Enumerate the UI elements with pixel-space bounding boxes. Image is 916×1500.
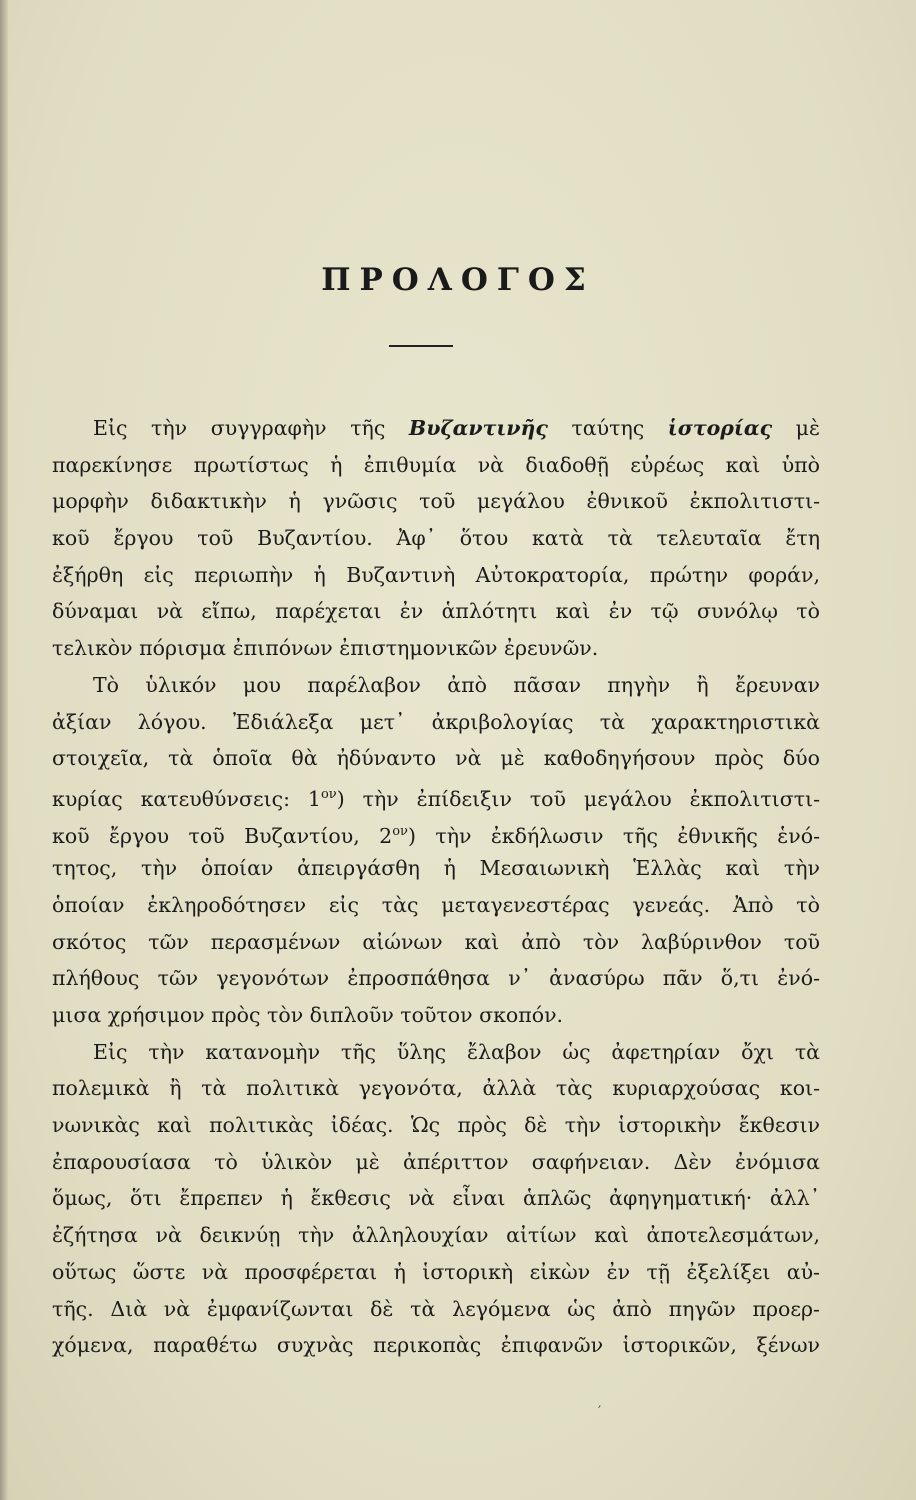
text-line: ὁποίαν ἐκληροδότησεν εἰς τὰς μεταγενεστέρας γενεάς. Ἀπὸ τὸ bbox=[52, 892, 820, 917]
title-divider bbox=[389, 345, 453, 347]
ordinal-superscript: ον bbox=[392, 823, 408, 839]
emphasis-history: ἱστορίας bbox=[667, 416, 773, 440]
text-line: πλήθους τῶν γεγονότων ἐπροσπάθησα ν᾿ ἀνασύρω πᾶν ὅ,τι ἐνό- bbox=[52, 966, 820, 991]
text-line: δύναμαι νὰ εἴπω, παρέχεται ἐν ἁπλότητι καὶ ἐν τῷ συνόλῳ τὸ bbox=[52, 599, 820, 624]
text-line: τελικὸν πόρισμα ἐπιπόνων ἐπιστημονικῶν ἐρευνῶν. bbox=[52, 636, 599, 661]
text-segment: ) τὴν ἐπίδειξιν τοῦ μεγάλου ἐκπολιτιστι- bbox=[336, 786, 820, 811]
text-line: ἐπαρουσίασα τὸ ὑλικὸν μὲ ἀπέριττον σαφήνειαν. Δὲν ἐνόμισα bbox=[52, 1149, 820, 1174]
text-line: μορφὴν διδακτικὴν ἡ γνῶσις τοῦ μεγάλου ἐθνικοῦ ἐκπολιτιστι- bbox=[52, 489, 820, 514]
text-line: ὅμως, ὅτι ἔπρεπεν ἡ ἔκθεσις νὰ εἶναι ἁπλῶς ἀφηγηματική· ἀλλ᾿ bbox=[52, 1186, 820, 1211]
text-segment: ) τὴν ἐκδήλωσιν τῆς ἐθνικῆς ἑνό- bbox=[407, 823, 821, 848]
text-line bbox=[52, 777, 820, 814]
page-title: ΠΡΟΛΟΓΟΣ bbox=[321, 262, 595, 298]
text-line: κοῦ ἔργου τοῦ Βυζαντίου. Ἀφ᾿ ὅτου κατὰ τὰ τελευταῖα ἔτη bbox=[52, 526, 820, 551]
emphasis-byzantine: Βυζαντινῆς bbox=[408, 416, 548, 440]
text-segment: ταύτης bbox=[547, 416, 668, 440]
text-line bbox=[52, 410, 820, 447]
text-line: νωνικὰς καὶ πολιτικὰς ἰδέας. Ὡς πρὸς δὲ τὴν ἱστορικὴν ἔκθεσιν bbox=[52, 1113, 820, 1138]
text-line: πολεμικὰ ἢ τὰ πολιτικὰ γεγονότα, ἀλλὰ τὰς κυριαρχούσας κοι- bbox=[52, 1076, 820, 1101]
text-line: ἐξήρθη εἰς περιωπὴν ἡ Βυζαντινὴ Αὐτοκρατορία, πρώτην φοράν, bbox=[52, 562, 820, 587]
text-line: παρεκίνησε πρωτίστως ἡ ἐπιθυμία νὰ διαδοθῇ εὐρέως καὶ ὑπὸ bbox=[52, 452, 820, 477]
text-line: τῆς. Διὰ νὰ ἐμφανίζωνται δὲ τὰ λεγόμενα ὡς ἀπὸ πηγῶν προερ- bbox=[52, 1296, 820, 1321]
text-line: ἀξίαν λόγου. Ἐδιάλεξα μετ᾿ ἀκριβολογίας τὰ χαρακτηριστικὰ bbox=[52, 709, 820, 734]
text-line: Τὸ ὑλικόν μου παρέλαβον ἀπὸ πᾶσαν πηγὴν ἢ ἔρευναν bbox=[93, 672, 820, 697]
text-line: οὕτως ὥστε νὰ προσφέρεται ἡ ἱστορικὴ εἰκὼν ἐν τῇ ἐξελίξει αὐ- bbox=[52, 1259, 820, 1284]
text-line: ἐζήτησα νὰ δεικνύῃ τὴν ἀλληλουχίαν αἰτίων καὶ ἀποτελεσμάτων, bbox=[52, 1223, 820, 1248]
text-segment: Εἰς τὴν συγγραφὴν τῆς bbox=[93, 416, 409, 440]
text-line: σκότος τῶν περασμένων αἰώνων καὶ ἀπὸ τὸν λαβύρινθον τοῦ bbox=[52, 929, 820, 954]
page-binding-edge bbox=[0, 0, 8, 1500]
stray-ink-mark: ′ bbox=[598, 1404, 602, 1420]
body-text bbox=[52, 410, 820, 1364]
text-line bbox=[52, 814, 820, 851]
ordinal-superscript: ον bbox=[320, 786, 337, 802]
text-line: Εἰς τὴν κατανομὴν τῆς ὕλης ἔλαβον ὡς ἀφετηρίαν ὄχι τὰ bbox=[93, 1039, 820, 1064]
text-line: τητος, τὴν ὁποίαν ἀπειργάσθη ἡ Μεσαιωνικὴ Ἑλλὰς καὶ τὴν bbox=[52, 856, 820, 881]
text-line: μισα χρήσιμον πρὸς τὸν διπλοῦν τοῦτον σκοπόν. bbox=[52, 1003, 564, 1027]
text-line: χόμενα, παραθέτω συχνὰς περικοπὰς ἐπιφανῶν ἱστορικῶν, ξένων bbox=[52, 1333, 820, 1358]
text-segment: μὲ bbox=[772, 416, 820, 440]
text-line: στοιχεῖα, τὰ ὁποῖα θὰ ἠδύναντο νὰ μὲ καθοδηγήσουν πρὸς δύο bbox=[52, 746, 820, 771]
text-segment: κοῦ ἔργου τοῦ Βυζαντίου, 2 bbox=[52, 823, 393, 848]
text-segment: κυρίας κατευθύνσεις: 1 bbox=[52, 786, 321, 811]
